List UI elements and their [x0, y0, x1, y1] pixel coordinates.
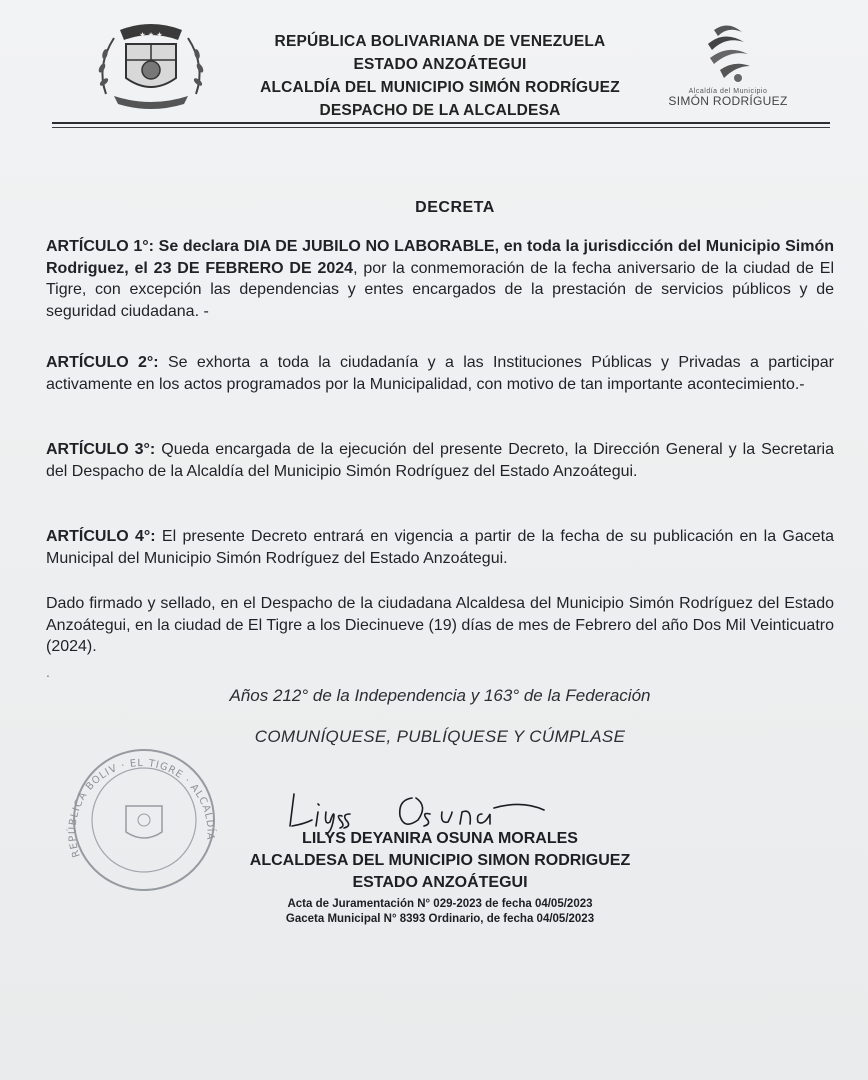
header-text — [240, 30, 640, 122]
seal-text: REPÚBLICA BOLIV · EL TIGRE · ALCALDÍA — [67, 757, 216, 859]
logo-subtitle: Alcaldía del Municipio — [688, 88, 768, 95]
article-4-text: El presente Decreto entrará en vigencia a partir de la fecha de su publicación en la Gaceta Municipal del Municipio Simón Rodríguez del Estado Anzoátegui. — [46, 528, 835, 567]
document-title: DECRETA — [415, 199, 495, 216]
signatory-gaceta: Gaceta Municipal N° 8393 Ordinario, de fecha 04/05/2023 — [285, 913, 595, 925]
signatory-block — [150, 828, 730, 927]
header-line-republic: REPÚBLICA BOLIVARIANA DE VENEZUELA — [274, 33, 606, 50]
header-line-municipality: ALCALDÍA DEL MUNICIPIO SIMÓN RODRÍGUEZ — [260, 79, 620, 96]
municipality-logo — [664, 22, 792, 122]
logo-name: SIMÓN RODRÍGUEZ — [668, 94, 788, 108]
closing-paragraph: Dado firmado y sellado, en el Despacho de la ciudadana Alcaldesa del Municipio Simón Rodríguez del Estado Anzoátegui, en la ciudad de El Tigre a los Diecinueve (19) días de mes de Febrero del año Dos Mil Veinticuatro (2024). — [46, 595, 834, 655]
years-line: Años 212° de la Independencia y 163° de la Federación — [229, 686, 651, 705]
signatory-position: ALCALDESA DEL MUNICIPIO SIMON RODRIGUEZ — [249, 852, 631, 869]
stray-dot: . — [46, 664, 50, 680]
signatory-state: ESTADO ANZOÁTEGUI — [352, 874, 528, 891]
article-3 — [46, 439, 834, 482]
article-4 — [46, 526, 834, 569]
signatory-acta: Acta de Juramentación N° 029-2023 de fecha 04/05/2023 — [287, 898, 593, 910]
article-1-bold-text: Se declara DIA DE JUBILO NO LABORABLE, en toda la jurisdicción del Municipio Simón Rodriguez, el 23 DE FEBRERO DE 2024 — [46, 238, 834, 277]
comuniquese-line: COMUNÍQUESE, PUBLÍQUESE Y CÚMPLASE — [254, 727, 626, 746]
article-1-label: ARTÍCULO 1°: — [46, 238, 154, 255]
article-1-text: , por la conmemoración de la fecha aniversario de la ciudad de El Tigre, con excepción las dependencias y entes encargados de la prestación de servicios públicos y de seguridad ciudadana. - — [46, 259, 835, 320]
header-line-office: DESPACHO DE LA ALCALDESA — [319, 102, 561, 119]
header-divider — [52, 122, 830, 124]
svg-text:★ ★ ★: ★ ★ ★ — [139, 31, 163, 39]
article-1 — [46, 236, 834, 322]
signatory-name: LILYS DEYANIRA OSUNA MORALES — [302, 830, 578, 847]
article-3-text: Queda encargada de la ejecución del presente Decreto, la Dirección General y la Secretaria del Despacho de la Alcaldía del Municipio Simón Rodríguez del Estado Anzoátegui. — [46, 441, 834, 480]
article-2-label: ARTÍCULO 2°: — [46, 354, 159, 371]
article-4-label: ARTÍCULO 4°: — [46, 528, 156, 545]
municipality-logo-icon — [698, 22, 758, 88]
header-divider-thin — [52, 127, 830, 128]
coat-of-arms-icon — [92, 16, 210, 112]
article-2 — [46, 352, 834, 395]
header-line-state: ESTADO ANZOÁTEGUI — [353, 56, 527, 73]
article-2-text: Se exhorta a toda la ciudadanía y a las Instituciones Públicas y Privadas a participar activamente en los actos programados por la Municipalidad, con motivo de tan importante acontecimiento.- — [46, 354, 834, 393]
article-3-label: ARTÍCULO 3°: — [46, 441, 156, 458]
